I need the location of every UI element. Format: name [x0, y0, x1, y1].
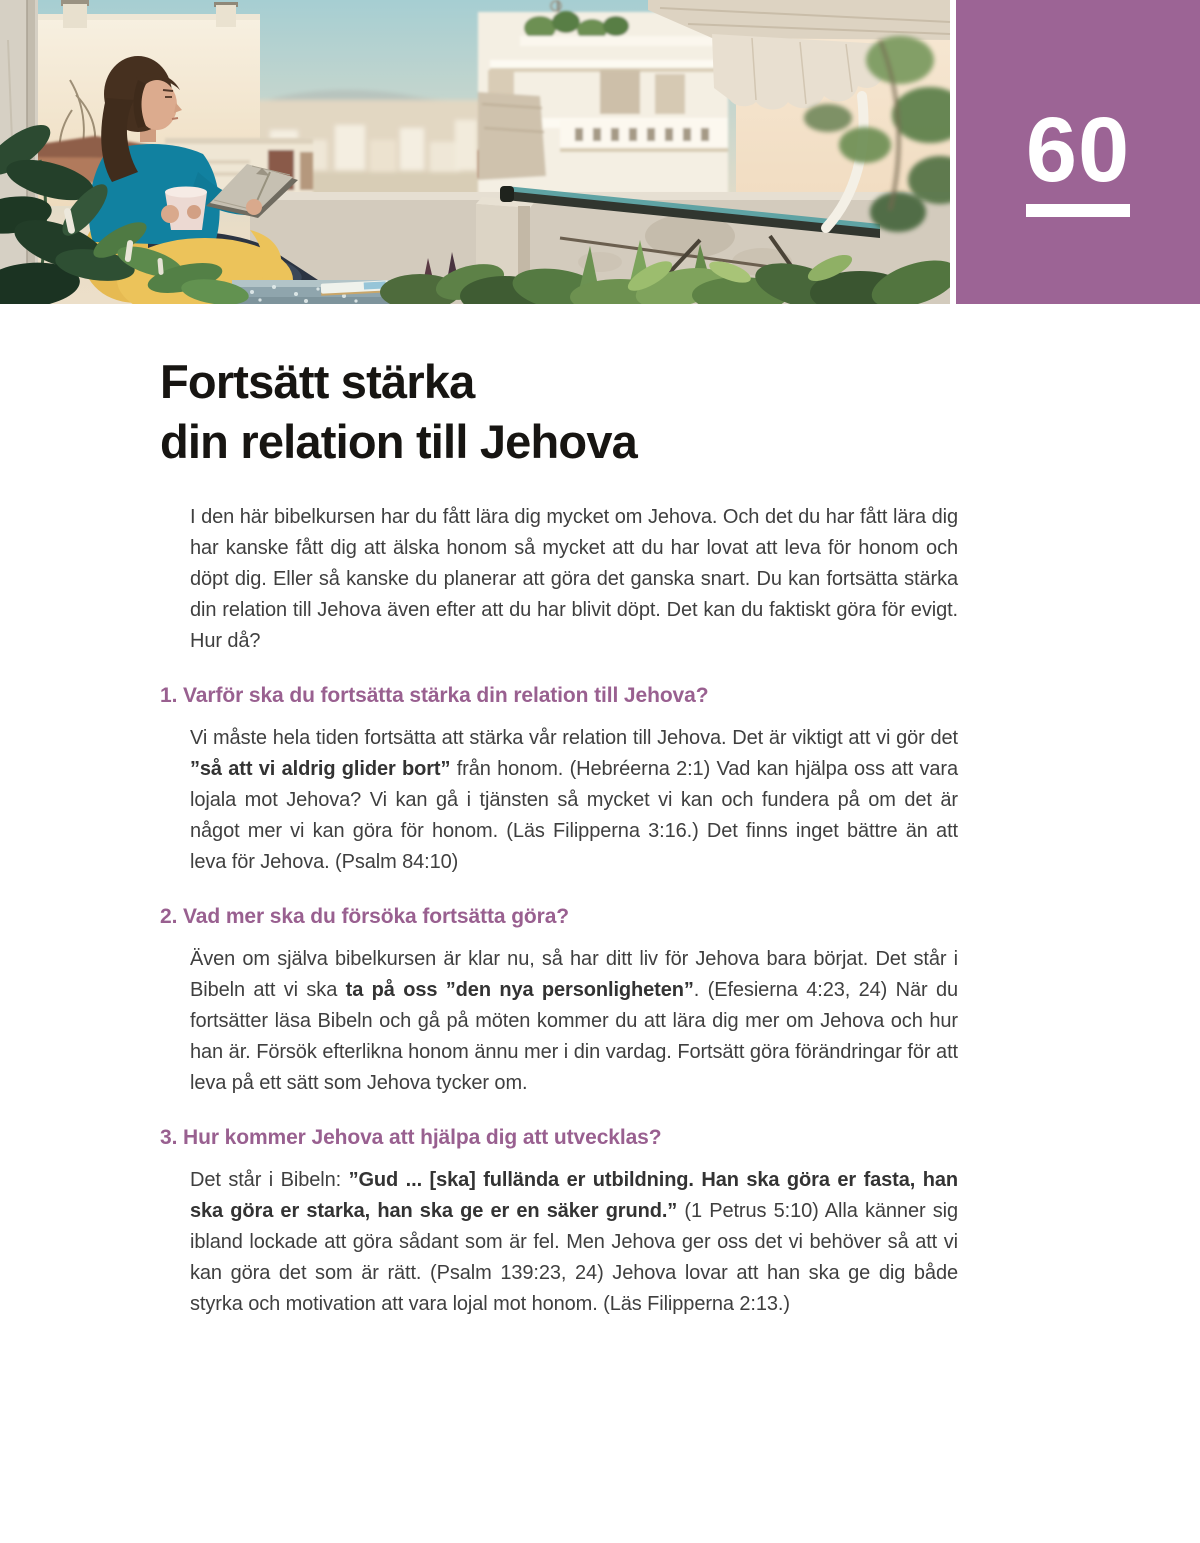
paragraph-text: från honom. (Hebréerna 2:1) Vad kan hjälpa oss att vara lojala mot Jehova? Vi kan gå i tjänsten så mycket vi kan och fundera på om det är något mer vi kan göra för honom. (Läs Filipperna 3:16.) Det finns inget bättre än att leva för Jehova. (Psalm 84:10) [190, 758, 958, 873]
lesson-content [0, 304, 1200, 1320]
answer-paragraph [160, 1165, 958, 1320]
lesson-title [160, 352, 958, 472]
paragraph-text: . (Efesierna 4:23, 24) När du fortsätter läsa Bibeln och gå på möten kommer du att lära dig mer om Jehova och hur han är. Försök efterlikna honom ännu mer i din vardag. Fortsätt göra förändringar för att leva på ett sätt som Jehova tycker om. [190, 979, 959, 1094]
question-heading: 2. Vad mer ska du försöka fortsätta göra? [160, 905, 570, 928]
lesson-number-underline [1026, 204, 1130, 217]
lesson-title-line1: Fortsätt stärka [160, 355, 475, 408]
hero-photo [0, 0, 950, 304]
lesson-number-badge [956, 0, 1200, 304]
hand-on-cup [161, 205, 179, 223]
sections [160, 681, 958, 1320]
answer-paragraph [160, 723, 958, 878]
intro-paragraph: I den här bibelkursen har du fått lära dig mycket om Jehova. Och det du har fått lära dig har kanske fått dig att älska honom så mycket att du har lovat att leva för honom och döpt dig. Eller så kanske du planerar att göra det ganska snart. Du kan fortsätta stärka din relation till Jehova även efter att du har blivit döpt. Det kan du faktiskt göra för evigt. Hur då? [190, 506, 958, 652]
answer-paragraph [160, 944, 958, 1099]
paragraph-text: Det står i Bibeln: [190, 1169, 349, 1191]
bold-scripture-quote: ”så att vi aldrig glider bort” [190, 758, 451, 780]
lesson-number: 60 [1025, 98, 1131, 201]
lesson-title-line2: din relation till Jehova [160, 415, 638, 468]
bold-scripture-quote: ”Gud ... [ska] fullända er utbildning. Han ska göra er fasta, han ska göra er starka, han ska ge er en säker grund.” [190, 1169, 958, 1222]
balcony-scene-illustration [0, 0, 950, 304]
page-header [0, 0, 1200, 304]
paragraph-text: Vi måste hela tiden fortsätta att stärka vår relation till Jehova. Det är viktigt att vi gör det [190, 727, 958, 749]
hand-on-book [246, 199, 262, 215]
white-apartment-building [478, 0, 728, 194]
question-heading: 1. Varför ska du fortsätta stärka din relation till Jehova? [160, 684, 709, 707]
paragraph-text: Även om själva bibelkursen är klar nu, så har ditt liv för Jehova bara börjat. Det står i Bibeln att vi ska [190, 948, 958, 1001]
paragraph-text: (1 Petrus 5:10) Alla känner sig ibland lockade att göra sådant som är fel. Men Jehova ger oss det vi behöver så att vi kan göra det som är rätt. (Psalm 139:23, 24) Jehova lovar att han ska ge dig både styrka och motivation att vara lojal mot honom. (Läs Filipperna 2:13.) [190, 1200, 958, 1315]
question-heading: 3. Hur kommer Jehova att hjälpa dig att utvecklas? [160, 1126, 662, 1149]
bold-scripture-quote: ta på oss ”den nya personligheten” [345, 979, 694, 1001]
